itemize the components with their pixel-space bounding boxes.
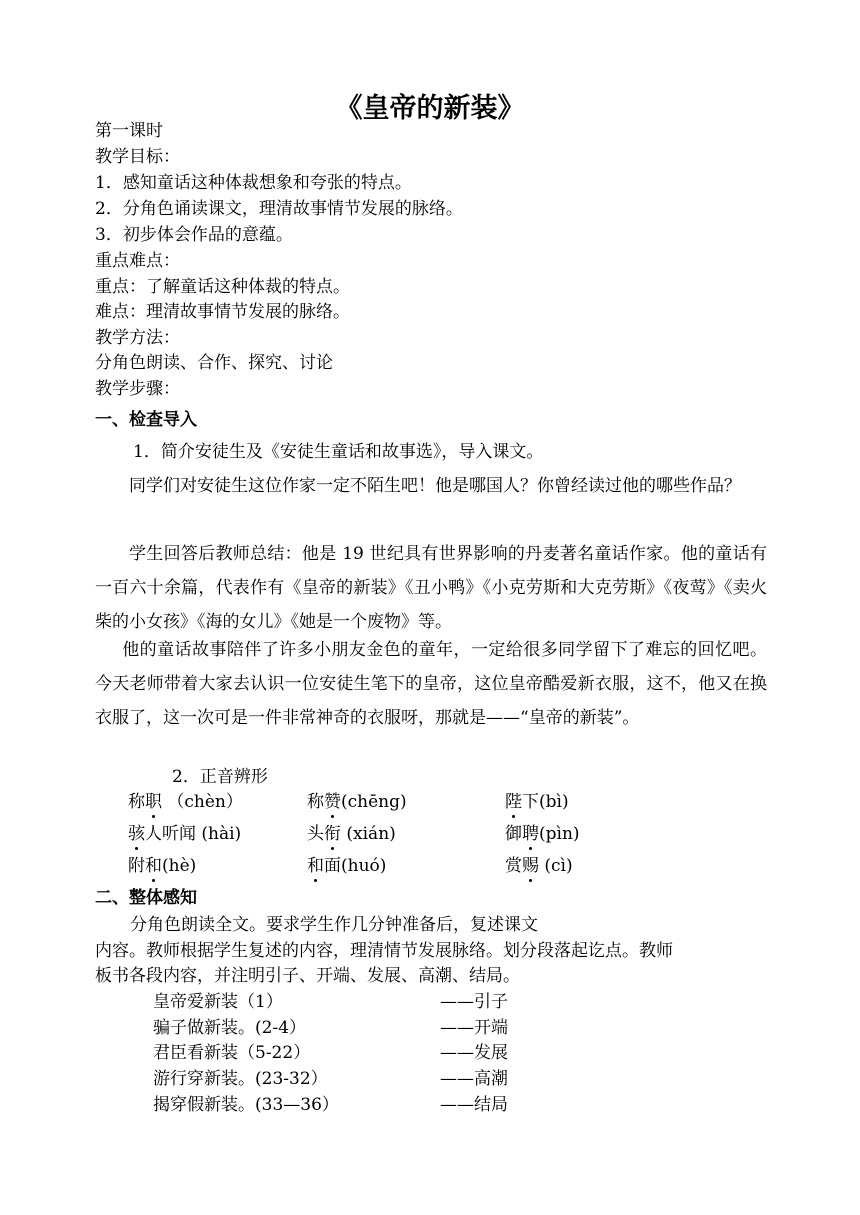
pron-entry: 和面(huó) <box>307 856 387 876</box>
pron-entry: 骇人听闻 (hài) <box>128 824 242 844</box>
outline-role: ——开端 <box>440 1018 508 1038</box>
steps-heading: 教学步骤： <box>95 379 180 399</box>
section2-line: 板书各段内容，并注明引子、开端、发展、高潮、结局。 <box>95 966 520 986</box>
outline-part: 骗子做新装。(2-4） <box>153 1018 307 1038</box>
objective-item: 3．初步体会作品的意蕴。 <box>95 225 293 245</box>
pron-entry: 御聘(pìn) <box>505 824 580 844</box>
outline-role: ——引子 <box>440 992 508 1012</box>
section1-item1: 1．简介安徒生及《安徒生童话和故事选》，导入课文。 <box>133 442 544 462</box>
pron-entry: 附和(hè) <box>128 856 197 876</box>
pron-entry: 赏赐 (cì) <box>505 856 573 876</box>
section1-para3: 他的童话故事陪伴了许多小朋友金色的童年，一定给很多同学留下了难忘的回忆吧。今天老师带着大家去认识一位安徒生笔下的皇帝，这位皇帝酷爱新衣服，这不，他又在换衣服了，这一次可是一件非常神奇的衣服呀，那就是——“皇帝的新装”。 <box>95 640 767 728</box>
section1-para2: 学生回答后教师总结：他是 19 世纪具有世界影响的丹麦著名童话作家。他的童话有一百六十余篇，代表作有《皇帝的新装》《丑小鸭》《小克劳斯和大克劳斯》《夜莺》《卖火柴的小女孩》《海的女儿》《她是一个废物》等。 <box>95 544 767 632</box>
outline-role: ——结局 <box>440 1095 508 1115</box>
key-point: 重点：了解童话这种体裁的特点。 <box>95 277 350 297</box>
pron-entry: 陛下(bì) <box>505 792 569 812</box>
section1-item2: 2．正音辨形 <box>172 767 268 787</box>
objective-item: 1．感知童话这种体裁想象和夸张的特点。 <box>95 173 412 193</box>
outline-part: 揭穿假新装。(33—36） <box>153 1095 339 1115</box>
outline-role: ——高潮 <box>440 1069 508 1089</box>
difficult-point: 难点：理清故事情节发展的脉络。 <box>95 302 350 322</box>
section2-line: 内容。教师根据学生复述的内容，理清情节发展脉络。划分段落起讫点。教师 <box>95 941 673 961</box>
outline-part: 君臣看新装（5-22） <box>153 1043 311 1063</box>
section1-para1: 同学们对安徒生这位作家一定不陌生吧！他是哪国人？你曾经读过他的哪些作品？ <box>129 476 741 496</box>
pron-entry: 称赞(chēng) <box>307 792 407 812</box>
outline-part: 皇帝爱新装（1） <box>153 992 283 1012</box>
section1-heading: 一、检查导入 <box>95 410 197 430</box>
lesson-label: 第一课时 <box>95 121 163 141</box>
methods-text: 分角色朗读、合作、探究、讨论 <box>95 353 333 373</box>
key-points-heading: 重点难点： <box>95 251 180 271</box>
outline-role: ——发展 <box>440 1043 508 1063</box>
document-title: 《皇帝的新装》 <box>335 93 525 124</box>
section2-line: 分角色朗读全文。要求学生作几分钟准备后，复述课文 <box>130 915 538 935</box>
methods-heading: 教学方法： <box>95 328 180 348</box>
section2-heading: 二、整体感知 <box>95 888 197 908</box>
objectives-heading: 教学目标： <box>95 147 180 167</box>
objective-item: 2．分角色诵读课文，理清故事情节发展的脉络。 <box>95 199 463 219</box>
outline-part: 游行穿新装。(23-32） <box>153 1069 328 1089</box>
pron-entry: 称职 （chèn） <box>128 792 243 812</box>
pron-entry: 头衔 (xián) <box>307 824 396 844</box>
